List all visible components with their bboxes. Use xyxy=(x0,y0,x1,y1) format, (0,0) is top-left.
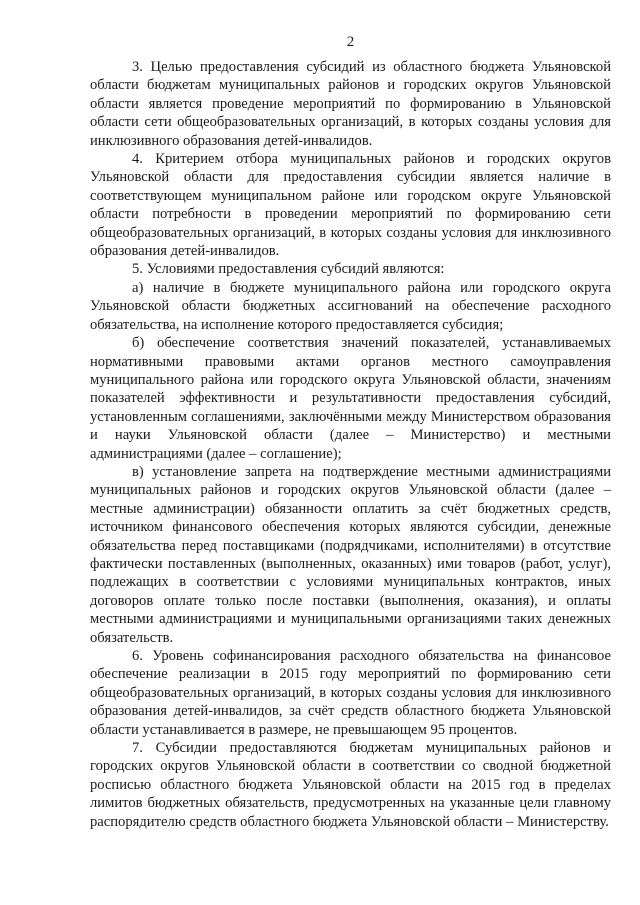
paragraph-5a: а) наличие в бюджете муниципального района или городского округа Ульяновской области бюджетных ассигнований на обеспечение расходного обязательства, на исполнение которого предоставляется субсидия; xyxy=(90,279,611,333)
paragraph-5b: б) обеспечение соответствия значений показателей, устанавливаемых нормативными правовыми актами органов местного самоуправления муниципального района или городского округа Ульяновской области, значениям показателей эффективности и результативности предоставления субсидий, установленным соглашениями, заключёнными между Министерством образования и науки Ульяновской области (далее – Министерство) и местными администрациями (далее – соглашение); xyxy=(90,335,611,462)
paragraph-5c: в) установление запрета на подтверждение местными администрациями муниципальных районов и городских округов Ульяновской области (далее – местные администрации) обязанности оплатить за счёт бюджетных средств, источником финансового обеспечения которых являются субсидии, денежные обязательства перед поставщиками (подрядчиками, исполнителями) в отсутствие фактически поставленных (выполненных, оказанных) ими товаров (работ, услуг), подлежащих в соответствии с условиями муниципальных контрактов, иных договоров оплате только после поставки (выполнения, оказания), и оплаты местными администрациями и муниципальными организациями таких денежных обязательств. xyxy=(90,463,611,646)
paragraph-4-criterion: 4. Критерием отбора муниципальных районов и городских округов Ульяновской области для предоставления субсидии является наличие в соответствующем муниципальном районе или городском округе Ульяновской области потребности в проведении мероприятий по формированию сети общеобразовательных организаций, в которых созданы условия для инклюзивного образования детей-инвалидов. xyxy=(90,151,611,260)
paragraph-7-subsidies: 7. Субсидии предоставляются бюджетам муниципальных районов и городских округов Ульяновской области в соответствии со сводной бюджетной росписью областного бюджета Ульяновской области на 2015 год в пределах лимитов бюджетных обязательств, предусмотренных на указанные цели главному распорядителю средств областного бюджета Ульяновской области – Министерству. xyxy=(90,740,611,830)
paragraph-6-cofinancing: 6. Уровень софинансирования расходного обязательства на финансовое обеспечение реализации в 2015 году мероприятий по формированию сети общеобразовательных организаций, в которых созданы условия для инклюзивного образования детей-инвалидов, за счёт средств областного бюджета Ульяновской области устанавливается в размере, не превышающем 95 процентов. xyxy=(90,648,611,738)
page-number: 2 xyxy=(346,34,355,50)
paragraph-5-conditions: 5. Условиями предоставления субсидий являются: xyxy=(132,261,445,278)
paragraph-3-purpose: 3. Целью предоставления субсидий из областного бюджета Ульяновской области бюджетам муниципальных районов и городских округов Ульяновской области является проведение мероприятий по формированию в Ульяновской области сети общеобразовательных организаций, в которых созданы условия для инклюзивного образования детей-инвалидов. xyxy=(90,59,611,149)
